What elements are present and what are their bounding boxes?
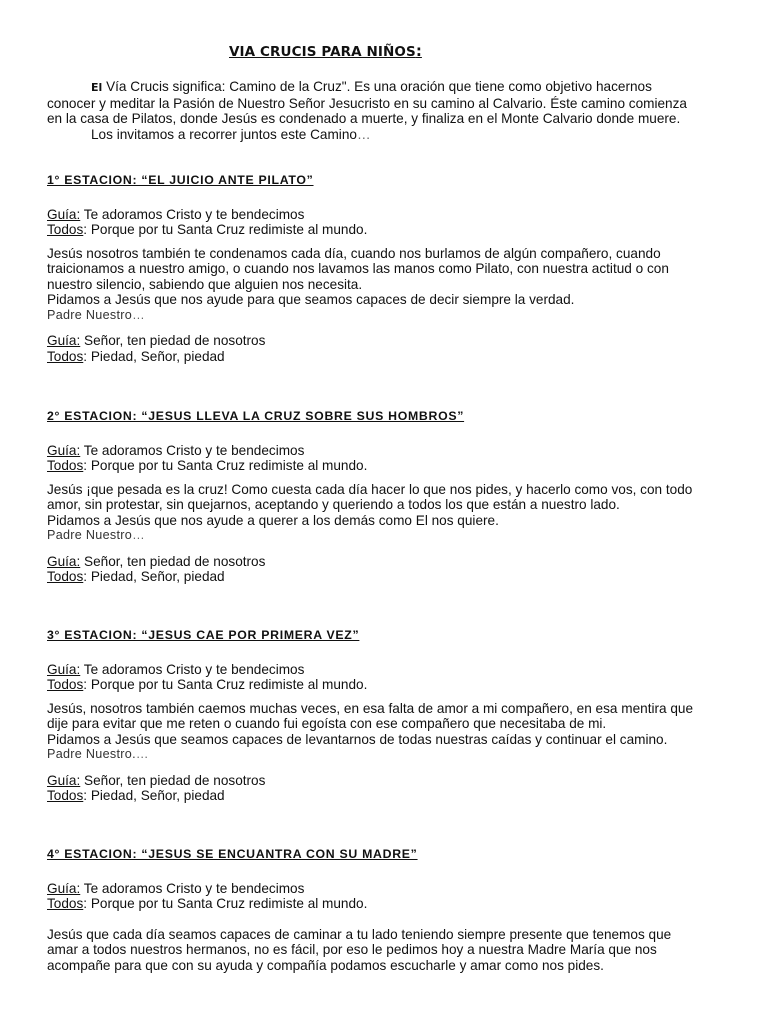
padre-nuestro [47,308,737,324]
todos-colon: : [83,569,88,584]
todos-label: Todos [47,677,84,692]
todos-label: Todos [47,569,84,584]
reflection-line: Jesús, nosotros también caemos muchas veces, en esa falta de amor a mi compañero, en esa mentira que [47,700,694,716]
padre-nuestro [47,747,737,763]
padre-text: Padre Nuestro [47,528,133,542]
station-4 [47,847,737,973]
padre-text: Padre Nuestro [47,307,133,322]
station-title: 2° ESTACION: “JESUS LLEVA LA CRUZ SOBRE SUS HOMBROS” [47,409,465,423]
todos-opening [47,896,737,912]
guia-text: Te adoramos Cristo y te bendecimos [80,880,305,896]
guia-closing [47,773,737,789]
station-closing [47,333,737,364]
guia-text: Te adoramos Cristo y te bendecimos [80,661,305,677]
station-reflection [47,482,737,544]
todos-text: Piedad, Señor, piedad [87,569,225,584]
todos-opening [47,222,737,238]
todos-opening [47,458,737,474]
reflection-line: Jesús que cada día seamos capaces de caminar a tu lado teniendo siempre presente que tenemos que [47,926,672,942]
todos-text: Piedad, Señor, piedad [87,348,225,364]
guia-text: Señor, ten piedad de nosotros [80,333,266,348]
station-title: 1° ESTACION: “EL JUICIO ANTE PILATO” [47,173,314,187]
todos-text: Porque por tu Santa Cruz redimiste al mundo. [87,896,368,911]
reflection-line: dije para evitar que me reten o cuando fui egoísta con ese compañero que necesitaba de mi. [47,716,607,731]
todos-closing [47,569,737,585]
todos-colon: : [83,458,88,473]
padre-ellipsis: … [132,307,146,322]
station-title: 4° ESTACION: “JESUS SE ENCUANTRA CON SU MADRE” [47,847,418,861]
reflection-line: Pidamos a Jesús que seamos capaces de levantarnos de todas nuestras caídas y continuar el camino. [47,731,668,747]
station-title: 3° ESTACION: “JESUS CAE POR PRIMERA VEZ” [47,628,360,642]
guia-opening [47,207,737,223]
reflection-line: Jesús nosotros también te condenamos cada día, cuando nos burlamos de algún compañero, cuando [47,245,661,261]
reflection-line: nuestro silencio, sabiendo que alguien nos necesita. [47,276,363,292]
guia-text: Señor, ten piedad de nosotros [80,553,266,569]
guia-label: Guía: [47,772,81,788]
guia-label: Guía: [47,553,81,569]
guia-opening [47,881,737,897]
guia-label: Guía: [47,880,81,896]
guia-label: Guía: [47,333,81,348]
todos-colon: : [83,348,88,364]
todos-text: Porque por tu Santa Cruz redimiste al mundo. [87,222,368,237]
intro-line [47,79,727,96]
reflection-line: traicionamos a nuestro amigo, o cuando nos lavamos las manos como Pilato, con nuestra actitud o con [47,261,669,276]
guia-closing [47,333,737,349]
reflection-line: amar a todos nuestros hermanos, no es fácil, por eso le pedimos hoy a nuestra Madre María que nos [47,942,657,957]
reflection-line: Jesús ¡que pesada es la cruz! Como cuesta cada día hacer lo que nos pides, y hacerlo como vos, con todo [47,481,693,497]
station-1 [47,173,737,364]
station-3 [47,628,737,804]
document-title-colon: : [415,42,422,60]
padre-ellipsis: … [132,528,146,542]
guia-label: Guía: [47,661,81,677]
todos-label: Todos [47,458,84,473]
intro-line-3: en la casa de Pilatos, donde Jesús es condenado a muerte, y finaliza en el Monte Calvario donde muere. [47,111,681,126]
todos-text: Porque por tu Santa Cruz redimiste al mundo. [87,458,368,473]
station-closing [47,554,737,585]
reflection-line: Pidamos a Jesús que nos ayude para que seamos capaces de decir siempre la verdad. [47,292,575,307]
intro-line [47,127,727,143]
padre-ellipsis: … [135,747,149,761]
todos-colon: : [83,222,88,237]
guia-opening [47,662,737,678]
intro-line-1: Vía Crucis significa: Camino de la Cruz". Es una oración que tiene como objetivo hacernos [102,79,652,94]
station-reflection [47,927,737,974]
station-reflection [47,701,737,763]
todos-closing [47,788,737,804]
station-2 [47,409,737,585]
todos-label: Todos [47,788,84,803]
guia-text: Te adoramos Cristo y te bendecimos [80,442,305,458]
todos-colon: : [83,788,88,803]
todos-text: Porque por tu Santa Cruz redimiste al mundo. [87,677,368,692]
guia-opening [47,443,737,459]
intro-el: El [91,81,103,94]
document-title [229,44,422,61]
guia-closing [47,554,737,570]
todos-label: Todos [47,222,84,237]
todos-colon: : [83,896,88,911]
padre-text: Padre Nuestro. [47,747,136,761]
intro-ellipsis: … [356,126,371,142]
intro-line-4: Los invitamos a recorrer juntos este Camino [91,126,357,142]
todos-colon: : [83,677,88,692]
todos-label: Todos [47,348,84,364]
todos-closing [47,349,737,365]
reflection-line: acompañe para que con su ayuda y compañía podamos escucharle y amar como nos pides. [47,957,604,973]
guia-label: Guía: [47,206,81,222]
intro-paragraph [47,79,727,142]
reflection-line: amor, sin protestar, sin quejarnos, aceptando y queriendo a todos los que están a nuestro lado. [47,497,620,512]
todos-opening [47,677,737,693]
todos-label: Todos [47,896,84,911]
todos-text: Piedad, Señor, piedad [87,788,225,803]
guia-text: Señor, ten piedad de nosotros [80,772,266,788]
document-title-text: VIA CRUCIS PARA NIÑOS [229,44,416,60]
intro-line-2: conocer y meditar la Pasión de Nuestro Señor Jesucristo en su camino al Calvario. Éste camino comienza [47,95,687,111]
padre-nuestro [47,528,737,544]
reflection-line: Pidamos a Jesús que nos ayude a querer a los demás como El nos quiere. [47,512,499,528]
station-reflection [47,246,737,324]
guia-label: Guía: [47,442,81,458]
guia-text: Te adoramos Cristo y te bendecimos [80,206,305,222]
station-closing [47,773,737,804]
